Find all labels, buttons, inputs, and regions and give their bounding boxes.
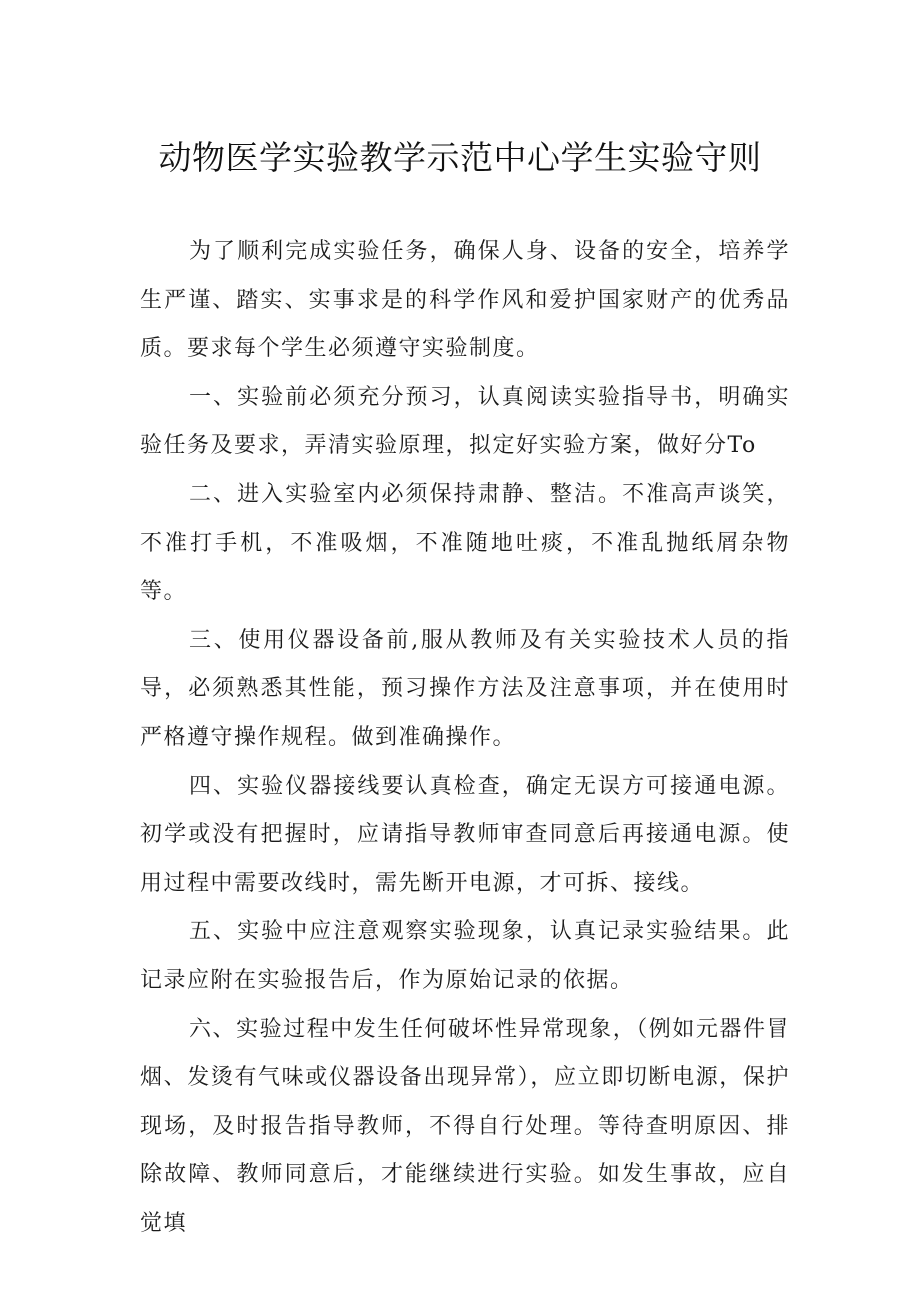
rule-6-paragraph: 六、实验过程中发生任何破坏性异常现象，（例如元器件冒烟、发烫有气味或仪器设备出现异常），应立即切断电源，保护现场，及时报告指导教师，不得自行处理。等待查明原因、排除故障、教师同意后，才能继续进行实验。如发生事故，应自觉填 xyxy=(140,1016,790,1236)
rule-4-paragraph: 四、实验仪器接线要认真检查，确定无误方可接通电源。初学或没有把握时，应请指导教师审查同意后再接通电源。使用过程中需要改线时，需先断开电源，才可拆、接线。 xyxy=(140,773,790,896)
intro-paragraph: 为了顺利完成实验任务，确保人身、设备的安全，培养学生严谨、踏实、实事求是的科学作风和爱护国家财产的优秀品质。要求每个学生必须遵守实验制度。 xyxy=(140,239,790,362)
rule-3-paragraph: 三、使用仪器设备前,服从教师及有关实验技术人员的指导，必须熟悉其性能，预习操作方法及注意事项，并在使用时严格遵守操作规程。做到准确操作。 xyxy=(140,627,790,750)
document-body xyxy=(140,228,790,1248)
rule-5-paragraph: 五、实验中应注意观察实验现象，认真记录实验结果。此记录应附在实验报告后，作为原始记录的依据。 xyxy=(140,919,790,993)
document-title: 动物医学实验教学示范中心学生实验守则 xyxy=(158,138,762,177)
rule-2-paragraph: 二、进入实验室内必须保持肃静、整洁。不准高声谈笑，不准打手机，不准吸烟，不准随地吐痰，不准乱抛纸屑杂物等。 xyxy=(140,481,790,605)
rule-1-paragraph: 一、实验前必须充分预习，认真阅读实验指导书，明确实验任务及要求，弄清实验原理，拟定好实验方案，做好分To xyxy=(140,384,790,459)
